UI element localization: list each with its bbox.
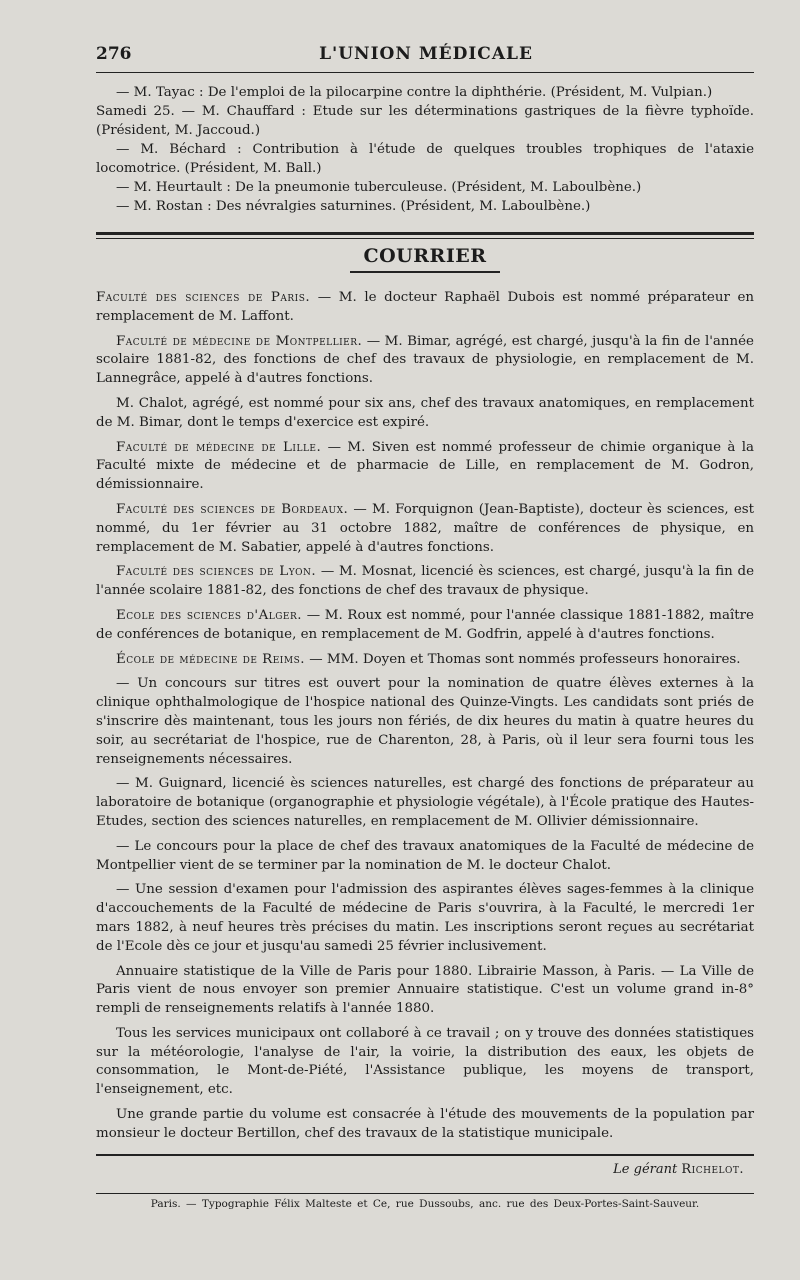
thesis-entry: Samedi 25. — M. Chauffard : Etude sur les déterminations gastriques de la fièvre typhoïde. (Président, M. Jaccoud.) (96, 104, 754, 138)
news-item-text: Annuaire statistique de la Ville de Paris pour 1880. Librairie Masson, à Paris. — La Ville de Paris vient de nous envoyer son premier Annuaire statistique. C'est un volume grand in-8° rempli de renseignements relatifs à l'année 1880. (96, 963, 754, 1017)
printer-imprint: Paris. — Typographie Félix Malteste et Ce, rue Dussoubs, anc. rue des Deux-Portes-Saint-Sauveur. (96, 1193, 754, 1210)
thesis-entry: — M. Béchard : Contribution à l'étude de quelques troubles trophiques de l'ataxie locomotrice. (Président, M. Ball.) (96, 142, 754, 176)
thesis-entry: — M. Heurtault : De la pneumonie tuberculeuse. (Président, M. Laboulbène.) (116, 180, 642, 195)
news-item-lead: École de médecine de Reims. (116, 651, 305, 667)
news-item-text: — MM. Doyen et Thomas sont nommés professeurs honoraires. (305, 651, 741, 667)
theses-list (96, 83, 754, 216)
news-item-lead: Ecole des sciences d'Alger. (116, 607, 303, 623)
news-item-text: M. Chalot, agrégé, est nommé pour six ans, chef des travaux anatomiques, en remplacement de M. Bimar, dont le temps d'exercice est expiré. (96, 395, 754, 430)
news-item-lead: Faculté de médecine de Lille. (116, 439, 322, 455)
news-item-text: — M. Guignard, licencié ès sciences naturelles, est chargé des fonctions de préparateur au laboratoire de botanique (organographie et physiologie végétale), à l'École pratique des Hautes-Etudes, section des sciences naturelles, en remplacement de M. Ollivier démissionnaire. (96, 776, 754, 829)
thesis-entry: — M. Tayac : De l'emploi de la pilocarpine contre la diphthérie. (Président, M. Vulpian.) (116, 85, 713, 100)
page-header (96, 44, 754, 64)
news-item-text: — M. Roux est nommé, pour l'année classique 1881-1882, maître de conférences de botanique, en remplacement de M. Godfrin, appelé à d'autres fonctions. (96, 607, 754, 642)
page-number: 276 (96, 44, 132, 64)
news-item (96, 501, 754, 557)
news-item (96, 395, 754, 433)
journal-title: L'UNION MÉDICALE (319, 44, 533, 64)
section-double-rule (96, 232, 754, 239)
news-item (96, 607, 754, 645)
news-item-text: — M. le docteur Raphaël Dubois est nommé préparateur en remplacement de M. Laffont. (96, 290, 754, 324)
courrier-body (96, 289, 754, 1144)
news-item (96, 775, 754, 831)
news-item (96, 675, 754, 769)
news-item (96, 333, 754, 389)
news-item (96, 881, 754, 956)
news-item (96, 651, 754, 670)
news-item (96, 1025, 754, 1100)
news-item-lead: Faculté de médecine de Montpellier. (116, 333, 363, 349)
news-item (96, 963, 754, 1019)
news-item (96, 563, 754, 601)
news-item-lead: Faculté des sciences de Lyon. (116, 564, 317, 580)
news-item-text: — Une session d'examen pour l'admission des aspirantes élèves sages-femmes à la clinique d'accouchements de la Faculté de médecine de Paris s'ouvrira, à la Faculté, le mercredi 1er mars 1882, à neuf heures très précises du matin. Les inscriptions seront reçues au secrétariat de l'Ecole dès ce jour et jusqu'au samedi 25 février inclusivement. (96, 882, 754, 954)
news-item (96, 1106, 754, 1144)
news-item-text: — M. Bimar, agrégé, est chargé, jusqu'à la fin de l'année scolaire 1881-82, des fonctions de chef des travaux de physiologie, en remplacement de M. Lannegrâce, appelé à d'autres fonctions. (96, 333, 754, 387)
news-item-text: Tous les services municipaux ont collaboré à ce travail ; on y trouve des données statistiques sur la météorologie, l'analyse de l'air, la voirie, la distribution des eaux, les objets de consommation, le Mont-de-Piété, l'Assistance publique, les moyens de transport, l'enseignement, etc. (96, 1025, 754, 1098)
section-title-rule (350, 271, 500, 273)
news-item (96, 289, 754, 327)
news-item-lead: Faculté des sciences de Bordeaux. (116, 501, 349, 517)
news-item-text: — M. Mosnat, licencié ès sciences, est chargé, jusqu'à la fin de l'année scolaire 1881-82, des fonctions de chef des travaux de physique. (96, 564, 754, 599)
footer-rule (96, 1154, 754, 1156)
thesis-entry: — M. Rostan : Des névralgies saturnines. (Président, M. Laboulbène.) (116, 199, 591, 214)
news-item-text: — M. Siven est nommé professeur de chimie organique à la Faculté mixte de médecine et de pharmacie de Lille, en remplacement de M. Godron, démissionnaire. (96, 439, 754, 493)
news-item-text: — M. Forquignon (Jean-Baptiste), docteur ès sciences, est nommé, du 1er février au 31 octobre 1882, maître de conférences de physique, en remplacement de M. Sabatier, appelé à d'autres fonctions. (96, 501, 754, 555)
news-item-text: Une grande partie du volume est consacrée à l'étude des mouvements de la population par monsieur le docteur Bertillon, chef des travaux de la statistique municipale. (96, 1107, 754, 1141)
news-item-text: — Un concours sur titres est ouvert pour la nomination de quatre élèves externes à la clinique ophthalmologique de l'hospice national des Quinze-Vingts. Les candidats sont priés de s'inscrire dès maintenant, tous les jours non fériés, de dix heures du matin à quatre heures du soir, au secrétariat de l'hospice, rue de Charenton, 28, à Paris, où il leur sera fourni tous les renseignements nécessaires. (96, 676, 754, 767)
header-rule (96, 72, 754, 73)
news-item (96, 838, 754, 876)
signature-name: Richelot. (681, 1161, 744, 1177)
news-item-text: — Le concours pour la place de chef des travaux anatomiques de la Faculté de médecine de Montpellier vient de se terminer par la nomination de M. le docteur Chalot. (96, 838, 754, 873)
signature (96, 1162, 754, 1177)
section-title: COURRIER (363, 245, 487, 267)
news-item-lead: Faculté des sciences de Paris. (96, 290, 311, 305)
news-item (96, 439, 754, 495)
signature-role: Le gérant (613, 1161, 678, 1177)
